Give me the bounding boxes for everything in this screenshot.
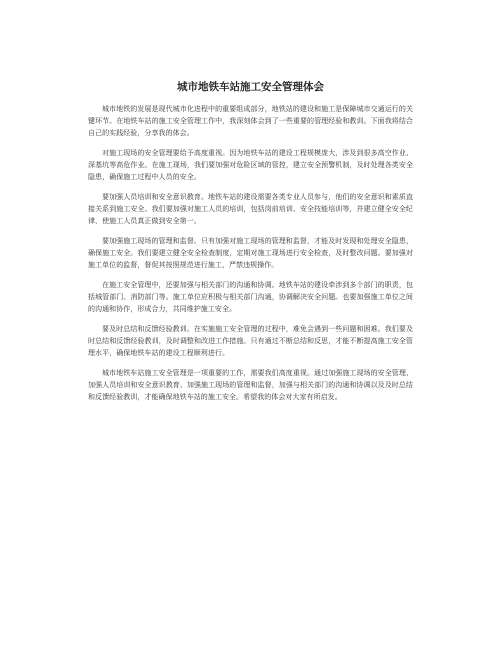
paragraph-training: 要加强人员培训和安全意识教育。地铁车站的建设需要各类专业人员参与，他们的安全意识和素质直接关系到施工安全。我们要加强对施工人员的培训，包括岗前培训、安全技能培训等，并建立健全安全纪律，使施工人员真正做到安全第一。 xyxy=(88,193,413,225)
paragraph-coordination: 在施工安全管理中，还要加强与相关部门的沟通和协调。地铁车站的建设牵涉到多个部门的职责，包括城管部门、消防部门等。施工单位应积极与相关部门沟通，协调解决安全问题。也要加强施工单位之间的沟通和协作，形成合力，共同维护施工安全。 xyxy=(88,281,413,313)
paragraph-lessons: 要及时总结和反馈经验教训。在实施施工安全管理的过程中，难免会遇到一些问题和困难。我们要及时总结和反馈经验教训，及时调整和改进工作措施。只有通过不断总结和反思，才能不断提高施工安全管理水平，确保地铁车站的建设工程顺利进行。 xyxy=(88,325,413,357)
document-title: 城市地铁车站施工安全管理体会 xyxy=(177,81,324,93)
paragraph-conclusion: 城市地铁车站施工安全管理是一项重要的工作，需要我们高度重视。通过加强施工现场的安全管理、加强人员培训和安全意识教育、加强施工现场的管理和监督，加强与相关部门的沟通和协调以及及时总结和反馈经验教训，才能确保地铁车站的施工安全。希望我的体会对大家有所启发。 xyxy=(88,369,413,401)
paragraph-site-safety: 对施工现场的安全管理要给予高度重视。因为地铁车站的建设工程规模庞大，涉及到很多高空作业、深基坑等高危作业。在施工现场，我们要加强对危险区域的管控，建立安全预警机制，及时处理各类安全隐患，确保施工过程中人员的安全。 xyxy=(88,149,413,181)
document-page xyxy=(88,80,413,411)
paragraph-supervision: 要加强施工现场的管理和监督。只有加强对施工现场的管理和监督，才能及时发现和处理安全隐患，确保施工安全。我们要建立健全安全检查制度，定期对施工现场进行安全检查，及时整改问题。要加强对施工单位的监督，督促其按照规范进行施工，严禁违规操作。 xyxy=(88,237,413,269)
paragraph-intro: 城市地铁的发展是现代城市化进程中的重要组成部分，地铁站的建设和施工是保障城市交通运行的关键环节。在地铁车站的施工安全管理工作中，我深刻体会到了一些重要的管理经验和教训。下面我将结合自己的实践经验，分享我的体会。 xyxy=(88,105,413,137)
